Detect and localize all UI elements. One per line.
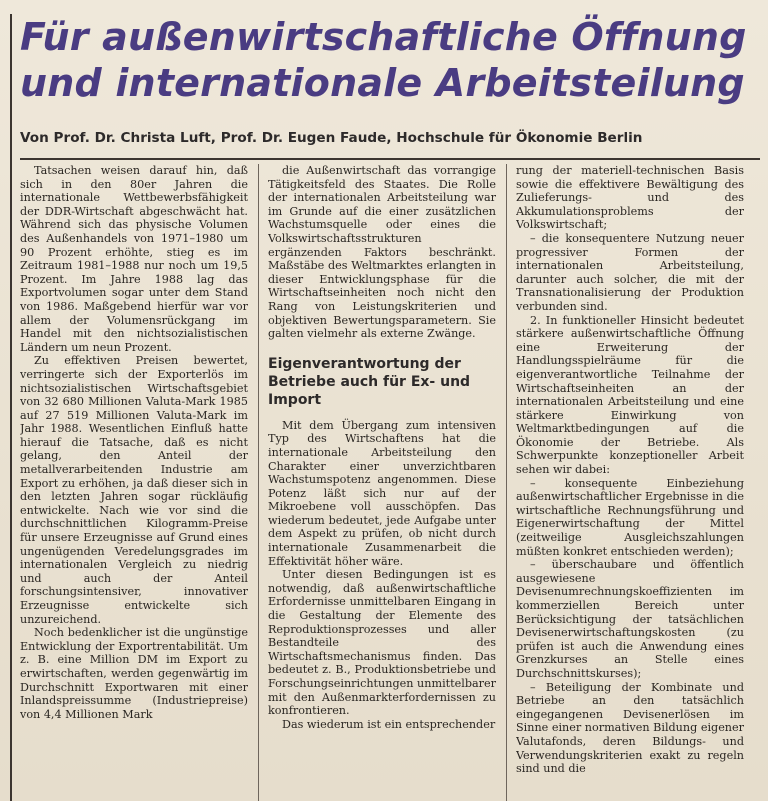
paragraph: – überschaubare und öffentlich ausgewiesene Devisenumrechnungskoeffizienten im kommerziellen Bereich unter Berücksichtigung der tatsächlichen Devisenerwirtschaftungskosten (zu prüfen ist auch die Anwendung eines Grenzkurses an Stelle eines Durchschnittskurses); — [516, 558, 744, 680]
paragraph: Das wiederum ist ein entsprechender — [282, 717, 496, 731]
paragraph: – die konsequentere Nutzung neuer progressiver Formen der internationalen Arbeitsteilung, darunter auch solcher, die mit der Transnationalisierung der Produktion verbunden sind. — [516, 231, 744, 313]
left-border-rule — [10, 14, 12, 801]
paragraph: – Beteiligung der Kombinate und Betriebe an den tatsächlich eingegangenen Devisenerlösen im Sinne einer normativen Bildung eigener Valutafonds, deren Bildungs- und Verwendungskriterien exakt zu regeln sind und die — [516, 680, 744, 776]
paragraph: Noch bedenklicher ist die ungünstige Entwicklung der Exportrentabilität. Um z. B. eine Million DM im Export zu erwirtschaften, werden gegenwärtig im Durchschnitt Exportwaren mit einer Inlandspreissumme (Industriepreise) von 4,4 Millionen Mark — [20, 626, 248, 721]
paragraph: Zu effektiven Preisen bewertet, verringerte sich der Exporterlös im nichtsozialistischen Wirtschaftsgebiet von 32 680 Millionen Valuta-Mark 1985 auf 27 519 Millionen Valuta-Mark im Jahr 1988. Wesentlichen Einfluß hatte hierauf die Tatsache, daß es nicht gelang, den Anteil der metallverarbeitenden Industrie am Export zu erhöhen, ja daß dieser sich in den letzten Jahren sogar rückläufig entwickelte. Nach wie vor sind die durchschnittlichen Kilogramm-Preise für unsere Erzeugnisse auf Grund eines ungenügenden Veredelungsgrades im internationalen Vergleich zu niedrig und auch der Anteil forschungsintensiver, innovativer Erzeugnisse entwickelte sich unzureichend. — [20, 354, 248, 626]
headline: Für außenwirtschaftliche Öffnung und internationale Arbeitsteilung — [20, 15, 747, 105]
column-1 — [20, 164, 248, 801]
paragraph: Tatsachen weisen darauf hin, daß sich in den 80er Jahren die internationale Wettbewerbsfähigkeit der DDR-Wirtschaft abgeschwächt hat. Während sich das physische Volumen des Außenhandels von 1971–1980 um 90 Prozent erhöhte, stieg es im Zeitraum 1981–1988 nur noch um 19,5 Prozent. Im Jahre 1988 lag das Exportvolumen sogar unter dem Stand von 1986. Maßgebend hierfür war vor allem der Volumensrückgang im Handel mit den nichtsozialistischen Ländern um neun Prozent. — [20, 164, 248, 354]
byline-rule — [20, 158, 760, 160]
paragraph: rung der materiell-technischen Basis sowie die effektivere Bewältigung des Zulieferungs- und des Akkumulationsproblems der Volkswirtschaft; — [516, 164, 744, 232]
paragraph: Unter diesen Bedingungen ist es notwendig, daß außenwirtschaftliche Erfordernisse unmittelbaren Eingang in die Gestaltung der Elemente des Reproduktionsprozesses und aller Bestandteile des Wirtschaftsmechanismus finden. Das bedeutet z. B., Produktionsbetriebe und Forschungseinrichtungen unmittelbarer mit den Außenmarkterfordernissen zu konfrontieren. — [268, 568, 496, 718]
paragraph: die Außenwirtschaft das vorrangige Tätigkeitsfeld des Staates. Die Rolle der internationalen Arbeitsteilung war im Grunde auf die einer zusätzlichen Wachstumsquelle oder eines die Volkswirtschaftsstrukturen ergänzenden Faktors beschränkt. Maßstäbe des Weltmarktes erlangten in dieser Entwicklungsphase für die Wirtschaftseinheiten noch nicht den Rang von Leistungskriterien und objektiven Bewertungsparametern. Sie galten vielmehr als externe Zwänge. — [268, 164, 496, 341]
column-divider — [506, 164, 507, 801]
column-divider — [258, 164, 259, 801]
byline: Von Prof. Dr. Christa Luft, Prof. Dr. Eugen Faude, Hochschule für Ökonomie Berlin — [20, 130, 643, 146]
paragraph: – konsequente Einbeziehung außenwirtschaftlicher Ergebnisse in die wirtschaftliche Rechnungsführung und Eigenerwirtschaftung der Mittel (zeitweilige Ausgleichszahlungen müßten konkret entschieden werden); — [516, 476, 744, 558]
paragraph: Mit dem Übergang zum intensiven Typ des Wirtschaftens hat die internationale Arbeitsteilung den Charakter einer unverzichtbaren Wachstumspotenz angenommen. Diese Potenz läßt sich nur auf der Mikroebene voll ausschöpfen. Das wiederum bedeutet, jede Aufgabe unter dem Aspekt zu prüfen, ob nicht durch internationale Zusammenarbeit die Effektivität höher wäre. — [268, 418, 496, 568]
subheading: Eigenverantwortung der Betriebe auch für Ex- und Import — [268, 355, 471, 408]
paragraph: 2. In funktioneller Hinsicht bedeutet stärkere außenwirtschaftliche Öffnung eine Erweiterung der Handlungsspielräume für die eigenverantwortliche Teilnahme der Wirtschaftseinheiten an der internationalen Arbeitsteilung und eine stärkere Einwirkung von Weltmarktbedingungen auf die Ökonomie der Betriebe. Als Schwerpunkte konzeptioneller Arbeit sehen wir dabei: — [516, 313, 744, 477]
column-3 — [516, 164, 744, 801]
column-2 — [268, 164, 496, 801]
